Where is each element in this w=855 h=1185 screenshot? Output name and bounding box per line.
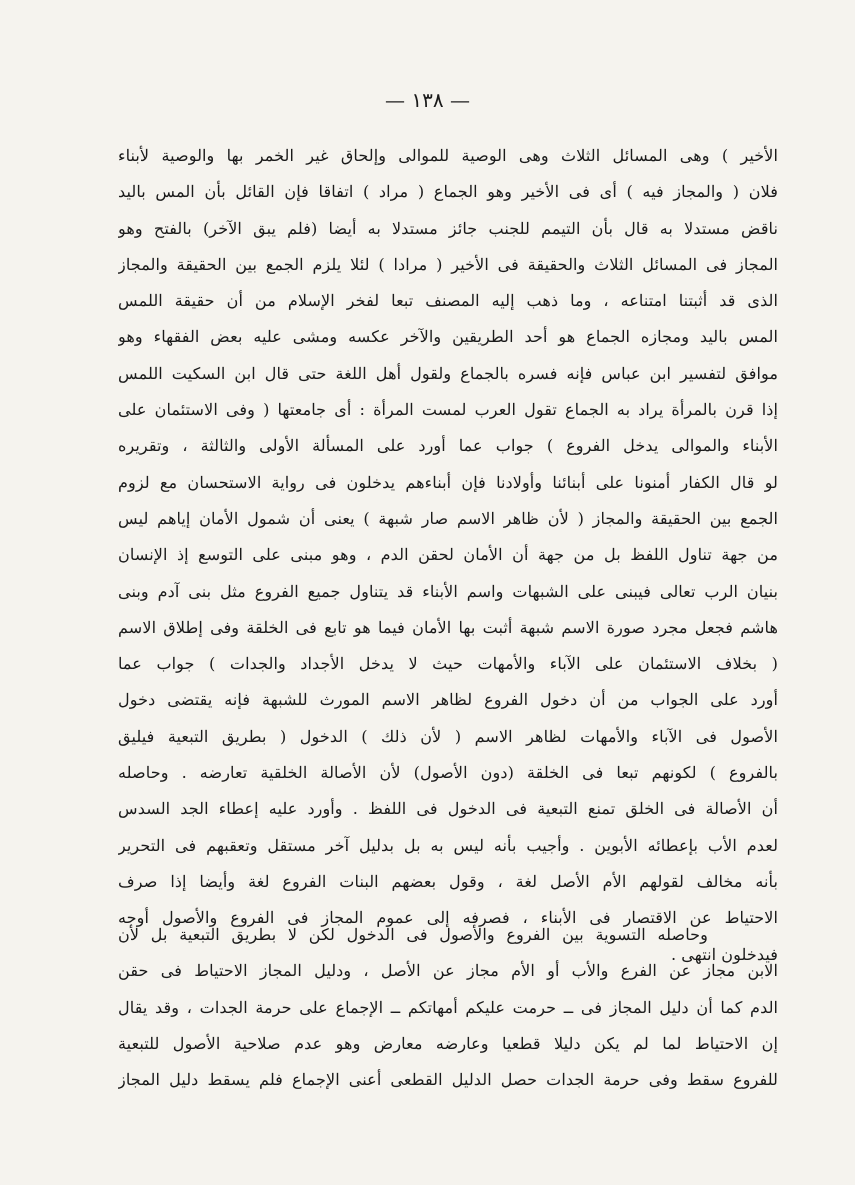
text-line: إن الاحتياط لما لم يكن دليلا قطعيا وعارضه معارض وهو عدم صلاحية الأصول للتبعية	[118, 1033, 778, 1053]
text-line: إذا قرن بالمرأة يراد به الجماع تقول العرب لمست المرأة : أى جامعتها ( وفى الاستئمان على	[118, 400, 778, 420]
text-line: للفروع سقط وفى حرمة الجدات حصل الدليل القطعى أعنى الإجماع فلم يسقط دليل المجاز	[118, 1070, 778, 1090]
text-line: فلان ( والمجاز فيه ) أى فى الأخير وهو الجماع ( مراد ) اتفاقا فإن القائل بأن المس باليد	[118, 182, 778, 202]
text-line: الأبناء والموالى يدخل الفروع ) جواب عما أورد على المسألة الأولى والثالثة ، وتقريره	[118, 436, 778, 456]
text-line: المس باليد ومجازه الجماع هو أحد الطريقين والآخر عكسه ومشى عليه بعض الفقهاء وهو	[118, 327, 778, 347]
text-line: الدم كما أن دليل المجاز فى ــ حرمت عليكم أمهاتكم ــ الإجماع على حرمة الجدات ، وقد يقال	[118, 997, 778, 1017]
page-number: — ١٣٨ —	[385, 88, 470, 112]
text-line: الابن مجاز عن الفرع والأب أو الأم مجاز عن الأصل ، ودليل المجاز الاحتياط فى حقن	[118, 961, 778, 981]
text-line: الأخير ) وهى المسائل الثلاث وهى الوصية للموالى وإلحاق غير الخمر بها والوصية لأبناء	[118, 146, 778, 165]
text-line: المجاز فى المسائل الثلاث والحقيقة فى الأخير ( مرادا ) لئلا يلزم الجمع بين الحقيقة والمجاز	[118, 254, 778, 274]
paragraph-2	[118, 917, 778, 1098]
text-line: لو قال الكفار أمنونا على أبنائنا وأولادنا فإن أبناءهم يدخلون فى رواية الاستحسان مع لزوم	[118, 472, 778, 492]
text-line: من جهة تناول اللفظ بل من جهة أن الأمان لحقن الدم ، وهو مبنى على التوسع إذ الإنسان	[118, 545, 778, 565]
text-line: هاشم فجعل مجرد صورة الاسم شبهة أثبت بها الأمان فيما هو تابع فى الخلقة وفى إطلاق الاسم	[118, 617, 778, 637]
text-line: بالفروع ) لكونهم تبعا فى الخلقة (دون الأصول) لأن الأصالة الخلقية تعارضه . وحاصله	[118, 763, 778, 783]
text-line: الأصول فى الآباء والأمهات لظاهر الاسم ( لأن ذلك ) الدخول ( بطريق التبعية فيليق	[118, 726, 778, 746]
text-line: فيدخلون انتهى .	[670, 944, 778, 964]
text-line: أن الأصالة فى الخلق تمنع التبعية فى الدخول فى اللفظ . وأورد عليه إعطاء الجد السدس	[118, 799, 778, 819]
text-line: بأنه مخالف لقولهم الأم الأصل لغة ، وقول بعضهم البنات الفروع لغة وأيضا إذا صرف	[118, 871, 778, 891]
text-line: الجمع بين الحقيقة والمجاز ( لأن ظاهر الاسم صار شبهة ) يعنى أن شمول الأمان إياهم ليس	[118, 508, 778, 528]
text-line: ( بخلاف الاستئمان على الآباء والأمهات حيث لا يدخل الأجداد والجدات ) جواب عما	[118, 654, 778, 674]
text-line: لعدم الأب بإعطائه الأبوين . وأجيب بأنه ليس به بل بدليل آخر مستقل وتعقبهم فى التحرير	[118, 835, 778, 855]
text-line: الذى قد أثبتنا امتناعه ، وما ذهب إليه المصنف تبعا لفخر الإسلام من أن حقيقة اللمس	[118, 291, 778, 311]
text-line: بنيان الرب تعالى فيبنى على الشبهات واسم الأبناء قد يتناول جميع الفروع مثل بنى آدم وبنى	[118, 581, 778, 601]
text-line: وحاصله التسوية بين الفروع والأصول فى الدخول لكن لا بطريق التبعية بل لأن	[118, 925, 708, 944]
text-line: موافق لتفسير ابن عباس فإنه فسره بالجماع ولقول أهل اللغة حتى قال ابن السكيت اللمس	[118, 363, 778, 383]
text-line: الاحتياط عن الاقتصار فى الأبناء ، فصرفه إلى عموم المجاز فى الفروع والأصول أوجه	[118, 908, 778, 928]
text-line: أورد على الجواب من أن دخول الفروع لظاهر الاسم المورث للشبهة فإنه يقتضى دخول	[118, 690, 778, 710]
text-line: ناقض مستدلا به قال بأن التيمم للجنب جائز مستدلا به أيضا (فلم يبق الآخر) بالفتح وهو	[118, 218, 778, 238]
paragraph-1	[118, 138, 778, 973]
